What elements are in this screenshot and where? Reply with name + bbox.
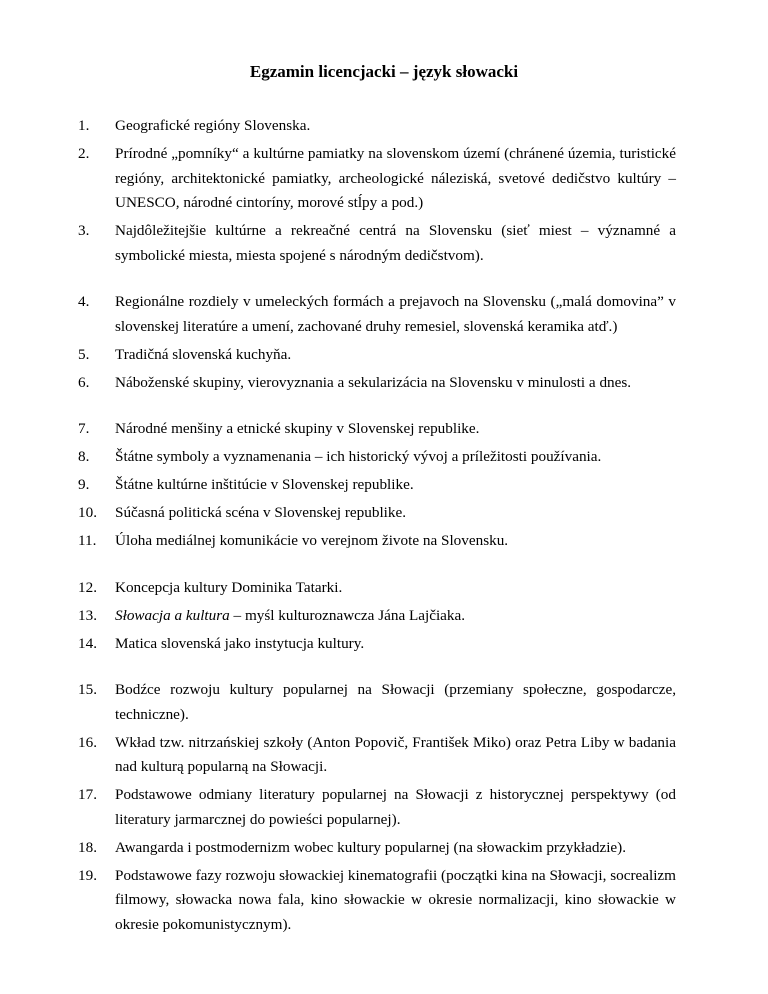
- item-number: 14.: [78, 634, 97, 652]
- item-text: Wkład tzw. nitrzańskiej szkoły (Anton Popovič, František Miko) oraz Petra Liby w badania nad kulturą popularną na Słowacji.: [115, 733, 676, 775]
- item-number: 2.: [78, 145, 90, 162]
- item-text: Podstawowe fazy rozwoju słowackiej kinematografii (początki kina na Słowacji, socrealizm filmowy, słowacka nowa fala, kino słowackie w okresie normalizacji, kino słowackie w okresie pokomunistycznym).: [115, 866, 676, 933]
- item-text: Awangarda i postmodernizm wobec kultury popularnej (na słowackim przykładzie).: [115, 838, 627, 856]
- item-number: 9.: [78, 476, 90, 493]
- list-item: [78, 343, 676, 368]
- item-text: Náboženské skupiny, vierovyznania a sekularizácia na Slovensku v minulosti a dnes.: [115, 373, 632, 391]
- item-text: Regionálne rozdiely v umeleckých formách a prejavoch na Slovensku („malá domovina” v slovenskej literatúre a umení, zachované druhy remesiel, slovenská keramika atď.): [115, 293, 676, 335]
- document-title: Egzamin licencjacki – język słowacki: [249, 62, 519, 81]
- item-number: 3.: [78, 222, 90, 239]
- item-text: Bodźce rozwoju kultury popularnej na Słowacji (przemiany społeczne, gospodarcze, techniczne).: [115, 681, 676, 723]
- item-text: Úloha mediálnej komunikácie vo verejnom živote na Slovensku.: [115, 532, 509, 549]
- item-number: 4.: [78, 293, 90, 310]
- list-item: [78, 836, 676, 861]
- item-text: Geografické regióny Slovenska.: [115, 117, 311, 134]
- list-item: [78, 783, 676, 832]
- item-number: 11.: [78, 532, 97, 549]
- list-item: [78, 290, 676, 339]
- list-item: [78, 632, 676, 657]
- list-item: [78, 529, 676, 554]
- item-text: Podstawowe odmiany literatury popularnej na Słowacji z historycznej perspektywy (od literatury jarmarcznej do powieści popularnej).: [115, 786, 676, 828]
- item-number: 16.: [78, 733, 97, 751]
- list-item: [78, 864, 676, 938]
- item-text: Štátne symboly a vyznamenania – ich historický vývoj a príležitosti používania.: [115, 448, 602, 465]
- list-item: [78, 142, 676, 216]
- list-item: [78, 114, 676, 139]
- list-item: [78, 576, 676, 601]
- item-number: 18.: [78, 838, 97, 856]
- item-text: Tradičná slovenská kuchyňa.: [115, 345, 292, 363]
- item-italic-title: Słowacja a kultura: [115, 606, 230, 624]
- item-number: 7.: [78, 420, 90, 437]
- list-item: [78, 473, 676, 498]
- item-text: Koncepcja kultury Dominika Tatarki.: [115, 578, 343, 596]
- item-number: 13.: [78, 606, 97, 624]
- item-number: 5.: [78, 345, 90, 363]
- list-item: [78, 371, 676, 396]
- item-number: 10.: [78, 504, 97, 521]
- item-text: – myśl kulturoznawcza Jána Lajčiaka.: [229, 606, 466, 624]
- item-text: Matica slovenská jako instytucja kultury.: [115, 634, 365, 652]
- exam-topics-list: [78, 114, 676, 941]
- item-number: 1.: [78, 117, 90, 134]
- item-number: 12.: [78, 578, 97, 596]
- list-item: [78, 604, 676, 629]
- item-text: Najdôležitejšie kultúrne a rekreačné centrá na Slovensku (sieť miest – významné a symbolické miesta, miesta spojené s národným dedičstvom).: [115, 222, 676, 264]
- item-text: Prírodné „pomníky“ a kultúrne pamiatky na slovenskom území (chránené územia, turistické regióny, architektonické pamiatky, archeologické náleziská, svetové dedičstvo kultúry – UNESCO, národné cintoríny, morové stĺpy a pod.): [115, 145, 676, 211]
- item-number: 19.: [78, 866, 97, 884]
- list-item: [78, 731, 676, 780]
- list-item: [78, 445, 676, 470]
- list-item: [78, 501, 676, 526]
- item-number: 8.: [78, 448, 90, 465]
- item-number: 17.: [78, 786, 97, 803]
- item-number: 15.: [78, 681, 97, 698]
- item-text: Súčasná politická scéna v Slovenskej republike.: [115, 504, 407, 521]
- list-item: [78, 678, 676, 727]
- list-item: [78, 417, 676, 442]
- item-text: Národné menšiny a etnické skupiny v Slovenskej republike.: [115, 420, 480, 437]
- list-item: [78, 219, 676, 268]
- item-text: Štátne kultúrne inštitúcie v Slovenskej republike.: [115, 476, 414, 493]
- item-number: 6.: [78, 373, 90, 391]
